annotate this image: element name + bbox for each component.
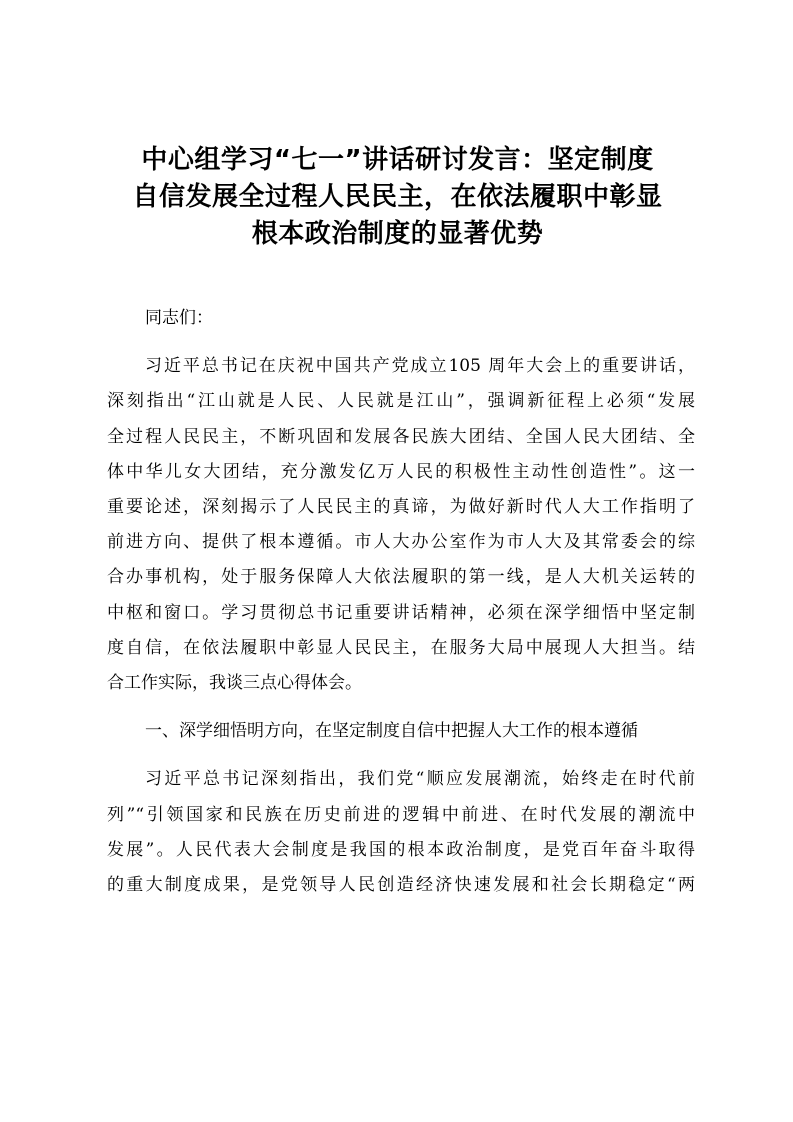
section-heading-text: 一、深学细悟明方向，在坚定制度自信中把握人大工作的根本遵循 xyxy=(145,721,638,742)
paragraph-line: 全过程人民民主，不断巩固和发展各民族大团结、全国人民大团结、全 xyxy=(107,426,695,447)
salutation-text: 同志们： xyxy=(145,308,213,328)
paragraph-line: 习近平总书记深刻指出，我们党“顺应发展潮流，始终走在时代前 xyxy=(145,769,695,790)
paragraph-line: 发展”。人民代表大会制度是我国的根本政治制度，是党百年奋斗取得 xyxy=(107,839,695,860)
title-line: 根本政治制度的显著优势 xyxy=(251,219,544,249)
paragraph-line: 中枢和窗口。学习贯彻总书记重要讲话精神，必须在深学细悟中坚定制 xyxy=(107,602,695,623)
salutation xyxy=(107,301,695,336)
section1-paragraph xyxy=(107,762,695,903)
paragraph-line: 深刻指出“江山就是人民、人民就是江山”，强调新征程上必须“发展 xyxy=(107,391,695,412)
document-body xyxy=(107,301,695,916)
paragraph-line: 度自信，在依法履职中彰显人民民主，在服务大局中展现人大担当。结 xyxy=(107,637,695,658)
paragraph-line: 重要论述，深刻揭示了人民民主的真谛，为做好新时代人大工作指明了 xyxy=(107,497,695,518)
title-line: 自信发展全过程人民民主，在依法履职中彰显 xyxy=(132,182,663,212)
paragraph-line: 合工作实际，我谈三点心得体会。 xyxy=(107,673,362,694)
paragraph-line: 合办事机构，处于服务保障人大依法履职的第一线，是人大机关运转的 xyxy=(107,567,695,588)
paragraph-line: 的重大制度成果，是党领导人民创造经济快速发展和社会长期稳定“两 xyxy=(107,875,695,896)
intro-paragraph xyxy=(107,349,695,701)
paragraph-line: 体中华儿女大团结，充分激发亿万人民的积极性主动性创造性”。这一 xyxy=(107,461,695,482)
document-title xyxy=(100,142,695,253)
paragraph-line: 习近平总书记在庆祝中国共产党成立105 周年大会上的重要讲话， xyxy=(145,356,695,377)
section-heading xyxy=(107,714,695,749)
paragraph-line: 列”“引领国家和民族在历史前进的逻辑中前进、在时代发展的潮流中 xyxy=(107,804,695,825)
paragraph-line: 前进方向、提供了根本遵循。市人大办公室作为市人大及其常委会的综 xyxy=(107,532,695,553)
title-line: 中心组学习“七一”讲话研讨发言：坚定制度 xyxy=(141,145,654,175)
